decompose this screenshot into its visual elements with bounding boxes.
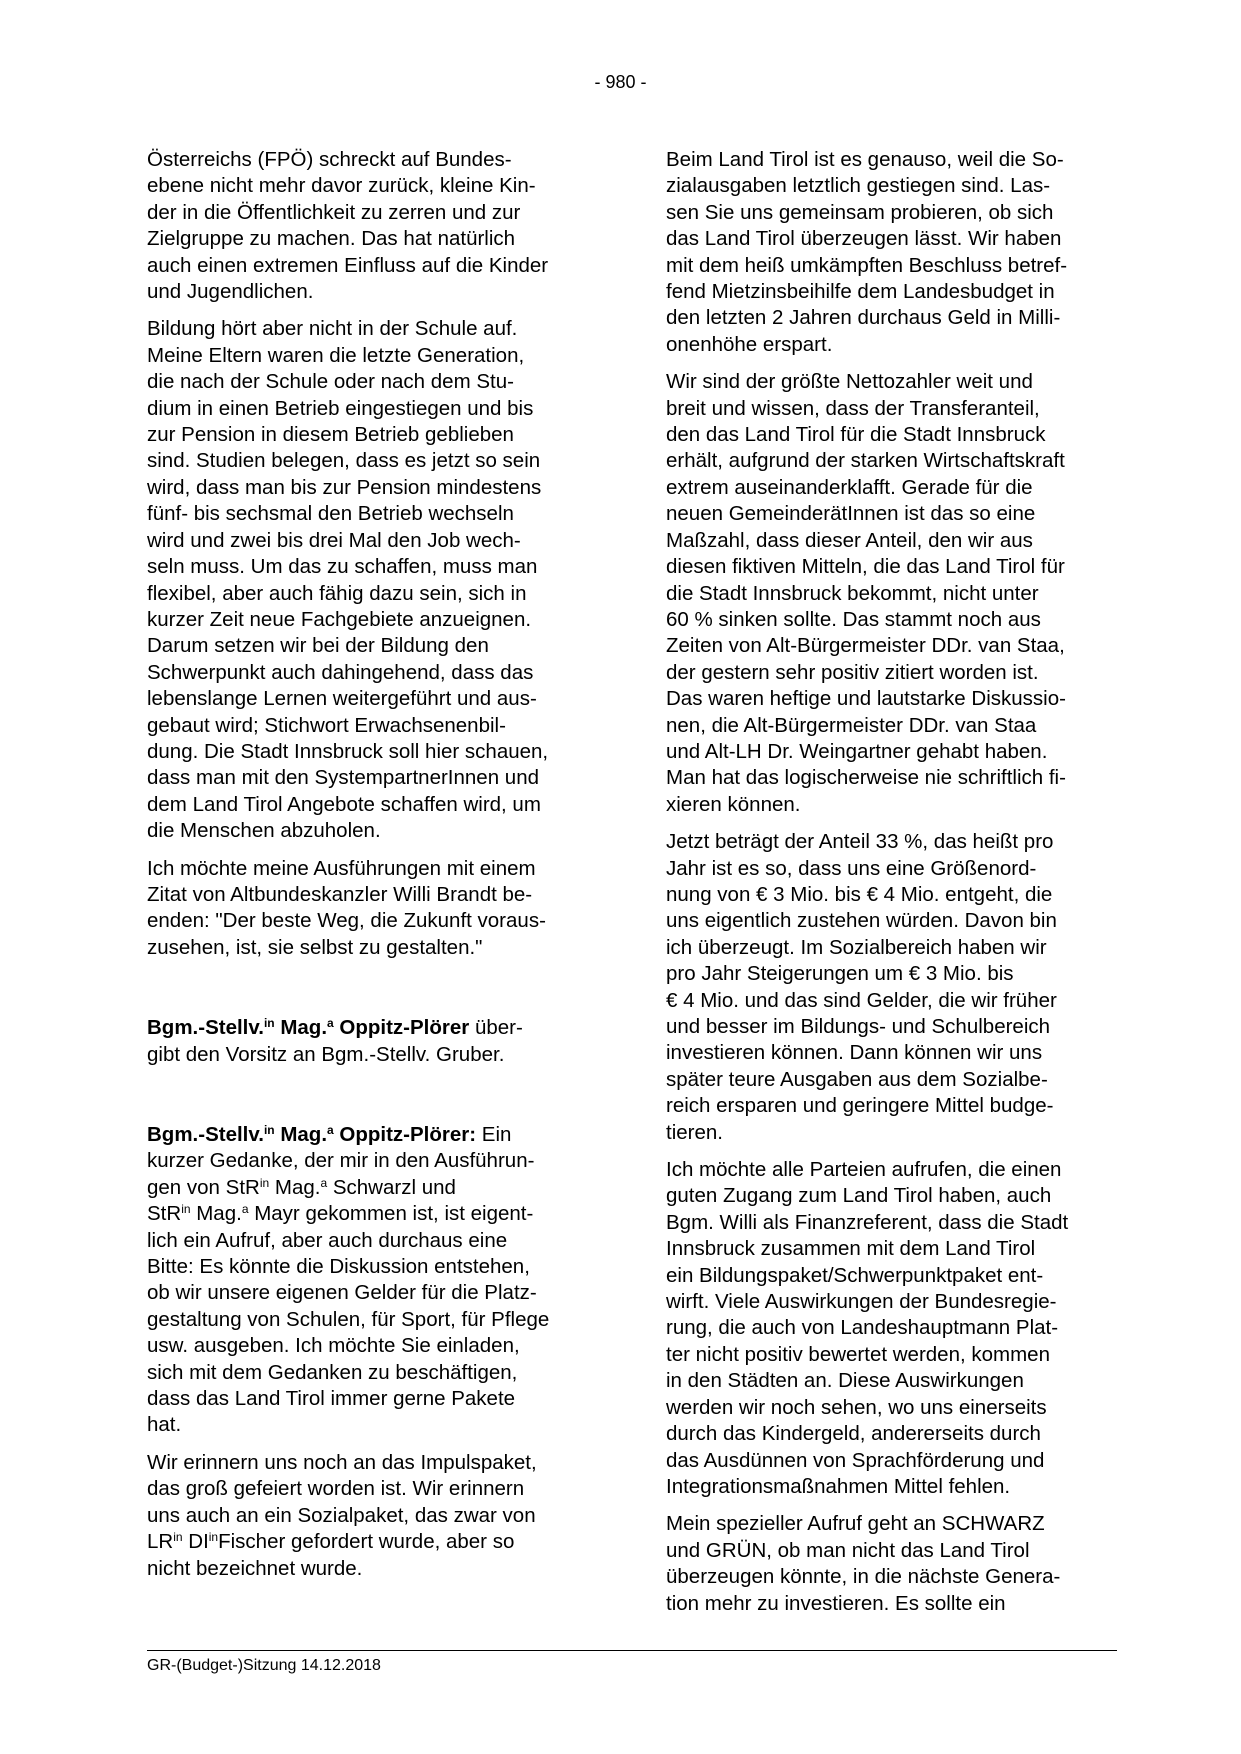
paragraph-text: Ein kurzer Gedanke, der mir in den Ausführun- gen von StR <box>147 1123 535 1199</box>
page-number: - 980 - <box>594 72 647 92</box>
speech-paragraph <box>147 1122 599 1439</box>
footer-session-label: GR-(Budget-)Sitzung 14.12.2018 <box>147 1657 381 1674</box>
paragraph-text: Mag. <box>190 1202 242 1226</box>
superscript: a <box>320 1175 328 1190</box>
paragraph-text: Wir erinnern uns noch an das Impulspaket, das groß gefeiert worden ist. Wir erinnern uns auch an ein Sozialpaket, das zwar von LR <box>147 1450 537 1554</box>
left-column <box>147 147 599 1593</box>
speaker-title: Mag. <box>274 1016 328 1040</box>
paragraph-text: DI <box>182 1530 209 1554</box>
paragraph: Wir sind der größte Nettozahler weit und breit und wissen, dass der Transferanteil, den das Land Tirol für die Stadt Innsbruck erhält, aufgrund der starken Wirtschaftskraft extrem auseinanderklafft. Gerade für die neuen GemeinderätInnen ist das so eine Maßzahl, dass dieser Anteil, den wir aus diesen fiktiven Mitteln, die das Land Tirol für die Stadt Innsbruck bekommt, nicht unter 60 % sinken sollte. Das stammt noch aus Zeiten von Alt-Bürgermeister DDr. van Staa, der gestern sehr positiv zitiert worden ist. Das waren heftige und lautstarke Diskussio- nen, die Alt-Bürgermeister DDr. van Staa und Alt-LH Dr. Weingartner gehabt haben. Man hat das logischerweise nie schriftlich fi- xieren können. <box>666 370 1066 816</box>
superscript: in <box>173 1530 183 1545</box>
paragraph-text: Schwarzl und StR <box>147 1175 456 1226</box>
paragraph: Jetzt beträgt der Anteil 33 %, das heißt pro Jahr ist es so, dass uns eine Größenord- nung von € 3 Mio. bis € 4 Mio. entgeht, die uns eigentlich zustehen würden. Davon bin ich überzeugt. Im Sozialbereich haben wir pro Jahr Steigerungen um € 3 Mio. bis € 4 Mio. und das sind Gelder, die wir früher und besser im Bildungs- und Schulbereich investieren können. Dann können wir uns später teure Ausgaben aus dem Sozialbe- reich ersparen und geringere Mittel budge- tieren. <box>666 830 1057 1144</box>
speaker-title: Mag. <box>274 1123 328 1146</box>
superscript: in <box>263 1123 275 1138</box>
paragraph: Beim Land Tirol ist es genauso, weil die So- zialausgaben letztlich gestiegen sind. Las- sen Sie uns gemeinsam probieren, ob sich das Land Tirol überzeugen lässt. Wir haben mit dem heiß umkämpften Beschluss betref- fend Mietzinsbeihilfe dem Landesbudget in den letzten 2 Jahren durchaus Geld in Milli- onenhöhe erspart. <box>666 148 1068 356</box>
superscript: a <box>241 1202 249 1217</box>
paragraph-text: Mag. <box>269 1175 321 1199</box>
speaker-title: Bgm.-Stellv. <box>147 1016 264 1040</box>
superscript: a <box>327 1016 334 1031</box>
speaker-surname: Oppitz-Plörer: <box>333 1123 477 1146</box>
paragraph: Bildung hört aber nicht in der Schule auf. Meine Eltern waren die letzte Generation, die nach der Schule oder nach dem Stu- dium in einen Betrieb eingestiegen und bis zur Pension in diesem Betrieb geblieben sind. Studien belegen, dass es jetzt so sein wird, dass man bis zur Pension mindestens fünf- bis sechsmal den Betrieb wechseln wird und zwei bis drei Mal den Job wech- seln muss. Um das zu schaffen, muss man flexibel, aber auch fähig dazu sein, sich in kurzer Zeit neue Fachgebiete anzueignen. Darum setzen wir bei der Bildung den Schwerpunkt auch dahingehend, dass das lebenslange Lernen weitergeführt und aus- gebaut wird; Stichwort Erwachsenenbil- dung. Die Stadt Innsbruck soll hier schauen, dass man mit den SystempartnerInnen und dem Land Tirol Angebote schaffen wird, um die Menschen abzuholen. <box>147 317 549 843</box>
superscript: in <box>259 1175 270 1190</box>
speaker-name <box>147 1016 469 1039</box>
paragraph-text: Mayr gekommen ist, ist eigent- lich ein Aufruf, aber auch durchaus eine Bitte: Es könnte die Diskussion entstehen, ob wir unsere eigenen Gelder für die Platz- gestaltung von Schulen, für Sport, für Pflege usw. ausgeben. Ich möchte Sie einladen, sich mit dem Gedanken zu beschäftigen, dass das Land Tirol immer gerne Pakete hat. <box>147 1202 550 1437</box>
footer-divider <box>147 1650 1117 1651</box>
speaker-surname: Oppitz-Plörer <box>333 1016 470 1040</box>
superscript: a <box>327 1123 334 1138</box>
speaker-name <box>147 1123 476 1146</box>
paragraph: Ich möchte alle Parteien aufrufen, die einen guten Zugang zum Land Tirol haben, auch Bgm. Willi als Finanzreferent, dass die Stadt Innsbruck zusammen mit dem Land Tirol ein Bildungspaket/Schwerpunktpaket ent- wirft. Viele Auswirkungen der Bundesregie- rung, die auch von Landeshauptmann Plat- ter nicht positiv bewertet werden, kommen in den Städten an. Diese Auswirkungen werden wir noch sehen, wo uns einerseits durch das Kindergeld, andererseits durch das Ausdünnen von Sprachförderung und Integrationsmaßnahmen Mittel fehlen. <box>666 1158 1069 1498</box>
paragraph: Ich möchte meine Ausführungen mit einem Zitat von Altbundeskanzler Willi Brandt be- enden: "Der beste Weg, die Zukunft voraus- zusehen, ist, sie selbst zu gestalten." <box>147 856 546 959</box>
superscript: in <box>181 1202 191 1217</box>
paragraph: Österreichs (FPÖ) schreckt auf Bundes- ebene nicht mehr davor zurück, kleine Kin- der in die Öffentlichkeit zu zerren und zur Zielgruppe zu machen. Das hat natürlich auch einen extremen Einfluss auf die Kinder und Jugendlichen. <box>147 148 549 304</box>
paragraph <box>147 1450 599 1582</box>
chair-handover-note <box>147 1015 599 1068</box>
speaker-title: Bgm.-Stellv. <box>147 1123 264 1146</box>
superscript: in <box>208 1530 219 1545</box>
superscript: in <box>263 1016 275 1031</box>
paragraph: Mein spezieller Aufruf geht an SCHWARZ und GRÜN, ob man nicht das Land Tirol überzeugen könnte, in die nächste Genera- tion mehr zu investieren. Es sollte ein <box>666 1512 1061 1615</box>
paragraph-text: über- gibt den Vorsitz an Bgm.-Stellv. Gruber. <box>147 1016 523 1066</box>
right-column <box>666 147 1118 1628</box>
paragraph-text: Fischer gefordert wurde, aber so nicht bezeichnet wurde. <box>147 1530 515 1580</box>
